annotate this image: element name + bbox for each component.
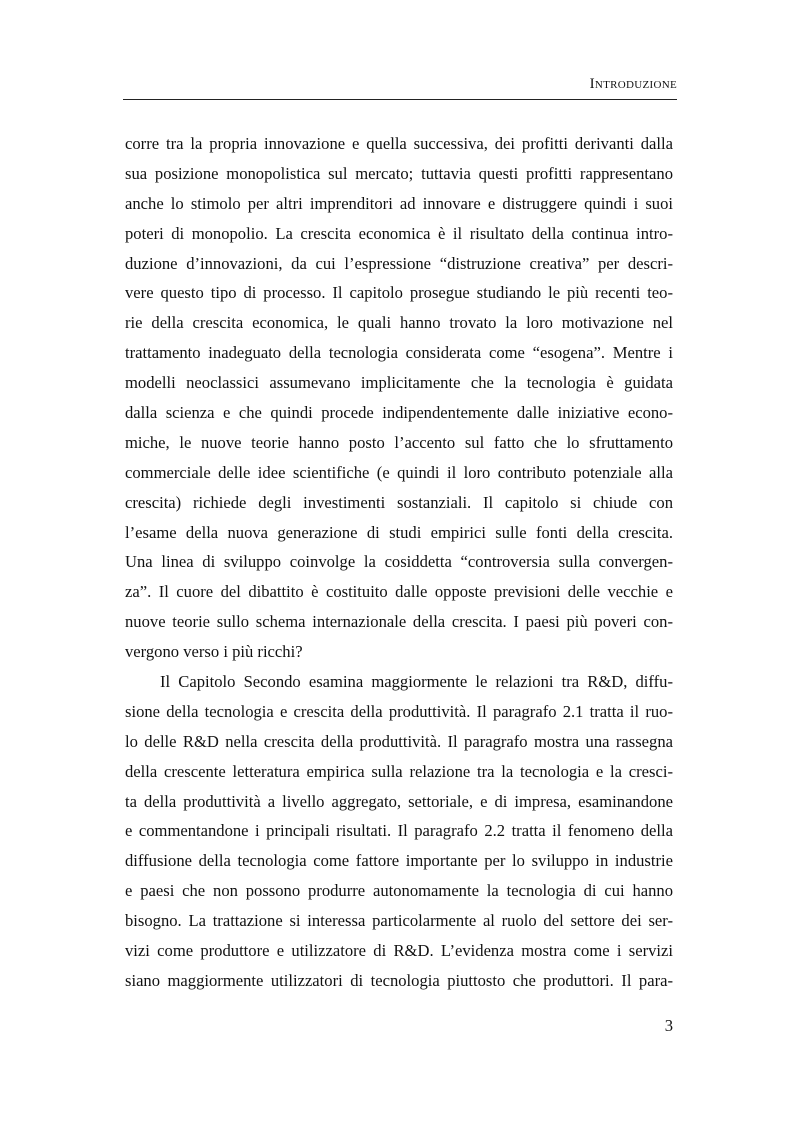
text-line: Una linea di sviluppo coinvolge la cosiddetta “controversia sulla convergen- bbox=[125, 552, 673, 572]
text-line: nuove teorie sullo schema internazionale della crescita. I paesi più poveri con- bbox=[125, 612, 673, 632]
text-line: vizi come produttore e utilizzatore di R&D. L’evidenza mostra come i servizi bbox=[125, 941, 673, 961]
text-line: duzione d’innovazioni, da cui l’espressione “distruzione creativa” per descri- bbox=[125, 253, 673, 273]
text-line: vergono verso i più ricchi? bbox=[125, 642, 303, 662]
text-line: commerciale delle idee scientifiche (e quindi il loro contributo potenziale alla bbox=[125, 462, 673, 482]
text-line: modelli neoclassici assumevano implicitamente che la tecnologia è guidata bbox=[125, 373, 673, 393]
text-line: della crescente letteratura empirica sulla relazione tra la tecnologia e la cresci- bbox=[125, 761, 673, 781]
header-rule bbox=[123, 99, 677, 100]
paragraph-2 bbox=[125, 667, 673, 996]
text-line: sua posizione monopolistica sul mercato; tuttavia questi profitti rappresentano bbox=[125, 163, 673, 183]
text-line: rie della crescita economica, le quali hanno trovato la loro motivazione nel bbox=[125, 313, 673, 333]
text-line: za”. Il cuore del dibattito è costituito dalle opposte previsioni delle vecchie e bbox=[125, 582, 673, 602]
text-line: siano maggiormente utilizzatori di tecnologia piuttosto che produttori. Il para- bbox=[125, 970, 673, 990]
text-line: poteri di monopolio. La crescita economica è il risultato della continua intro- bbox=[125, 223, 673, 243]
text-line: crescita) richiede degli investimenti sostanziali. Il capitolo si chiude con bbox=[125, 492, 673, 512]
text-line: bisogno. La trattazione si interessa particolarmente al ruolo del settore dei ser- bbox=[125, 911, 673, 931]
text-line: miche, le nuove teorie hanno posto l’accento sul fatto che lo sfruttamento bbox=[125, 432, 673, 452]
paragraph-1 bbox=[125, 129, 673, 667]
text-line: corre tra la propria innovazione e quella successiva, dei profitti derivanti dalla bbox=[125, 134, 673, 153]
text-line: e paesi che non possono produrre autonomamente la tecnologia di cui hanno bbox=[125, 881, 673, 901]
text-line: sione della tecnologia e crescita della produttività. Il paragrafo 2.1 tratta il ruo- bbox=[125, 701, 673, 721]
text-line: diffusione della tecnologia come fattore importante per lo sviluppo in industrie bbox=[125, 851, 673, 871]
text-line: vere questo tipo di processo. Il capitolo prosegue studiando le più recenti teo- bbox=[125, 283, 673, 303]
text-line: lo delle R&D nella crescita della produttività. Il paragrafo mostra una rassegna bbox=[125, 731, 673, 751]
text-line: l’esame della nuova generazione di studi empirici sulle fonti della crescita. bbox=[125, 522, 673, 542]
page-number: 3 bbox=[664, 1016, 673, 1035]
text-line: trattamento inadeguato della tecnologia considerata come “esogena”. Mentre i bbox=[125, 343, 673, 363]
running-head: Introduzione bbox=[589, 76, 677, 92]
text-line: anche lo stimolo per altri imprenditori ad innovare e distruggere quindi i suoi bbox=[125, 193, 673, 213]
body-text bbox=[125, 129, 673, 996]
text-line: ta della produttività a livello aggregato, settoriale, e di impresa, esaminandone bbox=[125, 791, 673, 811]
text-line: Il Capitolo Secondo esamina maggiormente le relazioni tra R&D, diffu- bbox=[160, 672, 673, 692]
text-line: dalla scienza e che quindi procede indipendentemente dalle iniziative econo- bbox=[125, 403, 673, 423]
text-line: e commentandone i principali risultati. Il paragrafo 2.2 tratta il fenomeno della bbox=[125, 821, 673, 841]
